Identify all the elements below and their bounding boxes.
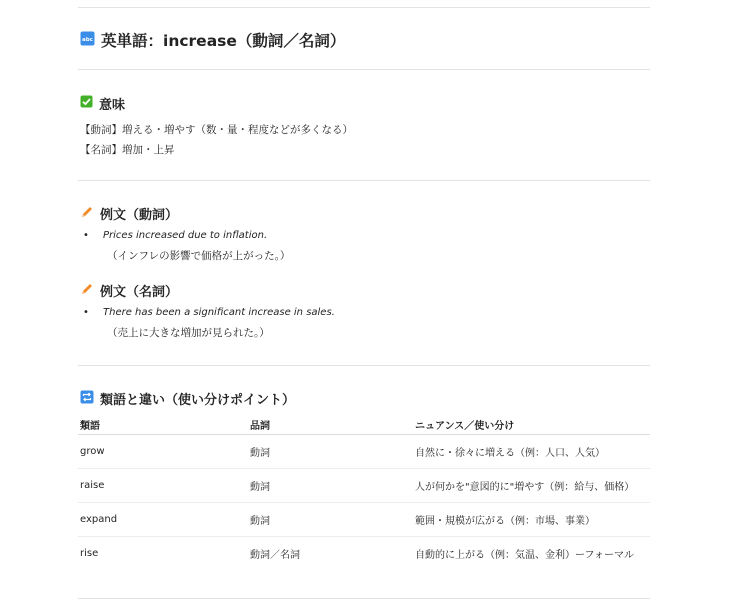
table-row [78, 537, 650, 571]
bullet: • [83, 307, 89, 318]
table-row [78, 435, 650, 469]
pencil-icon [80, 282, 94, 300]
divider [78, 69, 650, 70]
table-cell: 人が何かを"意図的に"増やす（例：給与、価格） [413, 469, 650, 503]
table-cell: 動詞 [248, 503, 413, 537]
pencil-icon [80, 205, 94, 223]
meaning-heading-text: 意味 [99, 98, 126, 113]
table-cell: 動詞 [248, 435, 413, 469]
example-noun-japanese: （売上に大きな増加が見られた。） [107, 327, 270, 339]
meaning-line-verb: 【動詞】増える・増やす（数・量・程度などが多くなる） [80, 124, 353, 136]
table-header-row [78, 414, 650, 435]
abc-icon [80, 31, 95, 50]
divider [78, 365, 650, 366]
table-cell: grow [78, 435, 248, 469]
meaning-heading [80, 94, 125, 113]
bullet: • [83, 230, 89, 241]
check-mark-icon [80, 95, 93, 112]
divider [78, 180, 650, 181]
example-noun-heading-text: 例文（名詞） [100, 285, 179, 300]
table-cell: 動詞／名詞 [250, 550, 300, 561]
table-cell: 動詞 [248, 469, 413, 503]
table-cell: 自動的に上がる（例：気温、金利）ーフォーマル [415, 550, 634, 561]
column-header: 品詞 [248, 414, 413, 435]
page-title-text: 英単語：increase（動詞／名詞） [101, 32, 346, 50]
table-cell: rise [80, 548, 99, 559]
table-cell: expand [78, 503, 248, 537]
example-verb-heading [80, 204, 178, 223]
table-cell: 範囲・規模が広がる（例：市場、事業） [413, 503, 650, 537]
example-noun-heading [80, 281, 178, 300]
page-title [80, 29, 345, 51]
repeat-icon [80, 390, 94, 408]
synonyms-table [78, 414, 650, 570]
synonyms-heading-text: 類語と違い（使い分けポイント） [100, 393, 296, 408]
divider [78, 7, 650, 8]
example-verb-english: Prices increased due to inflation. [103, 230, 268, 241]
column-header: 類語 [78, 414, 248, 435]
table-cell: raise [78, 469, 248, 503]
synonyms-heading [80, 389, 295, 408]
table-cell: 自然に・徐々に増える（例：人口、人気） [413, 435, 650, 469]
table-row [78, 469, 650, 503]
table-row [78, 503, 650, 537]
svg-text:abc: abc [82, 36, 93, 43]
meaning-line-noun: 【名詞】増加・上昇 [80, 144, 175, 156]
example-noun-english: There has been a significant increase in sales. [103, 307, 335, 318]
example-verb-heading-text: 例文（動詞） [100, 208, 179, 223]
example-verb-japanese: （インフレの影響で価格が上がった。） [107, 250, 291, 262]
divider [78, 598, 650, 599]
column-header: ニュアンス／使い分け [413, 414, 650, 435]
